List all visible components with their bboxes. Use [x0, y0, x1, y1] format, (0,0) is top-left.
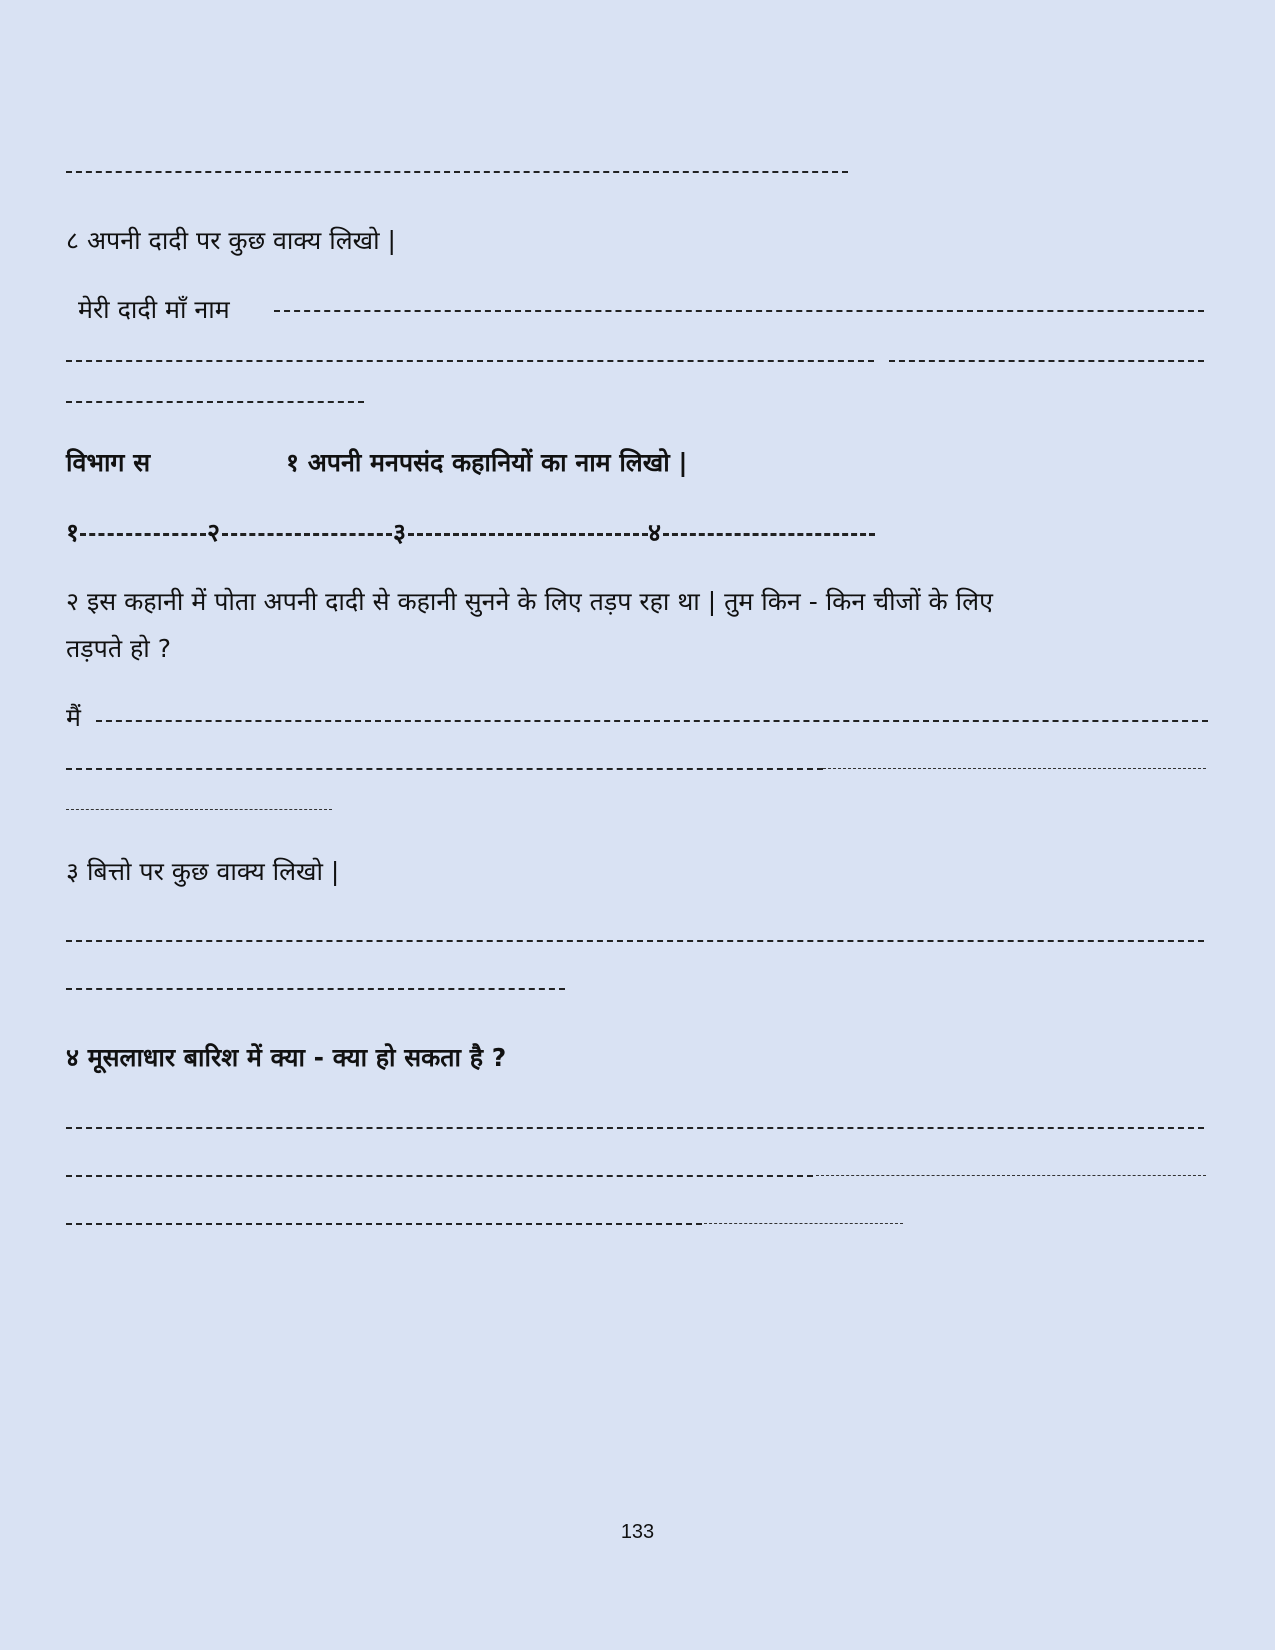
answer-line — [96, 720, 1208, 722]
answer-prompt: मैं — [66, 703, 81, 732]
story-blank-1 — [80, 533, 206, 536]
answer-line — [66, 940, 1204, 942]
story-blank-4-label: ४ — [648, 518, 662, 547]
section-heading: विभाग स — [66, 448, 151, 477]
answer-line — [66, 1223, 702, 1225]
answer-line — [66, 1127, 1204, 1129]
story-blank-3-label: ३ — [393, 518, 407, 547]
answer-line — [823, 768, 1206, 769]
answer-line — [66, 1175, 813, 1177]
answer-line — [274, 310, 1204, 312]
story-blank-1-label: १ — [66, 518, 80, 547]
answer-line — [889, 360, 1204, 362]
story-blank-3 — [408, 533, 648, 536]
answer-line — [816, 1175, 1206, 1176]
story-blank-4 — [663, 533, 875, 536]
page-number: 133 — [620, 1521, 655, 1543]
story-blank-2-label: २ — [207, 518, 221, 547]
question-4: ४ मूसलाधार बारिश में क्या - क्या हो सकता है ? — [66, 1043, 507, 1072]
grandmother-name-prompt: मेरी दादी माँ नाम — [78, 295, 230, 324]
question-c1: १ अपनी मनपसंद कहानियों का नाम लिखो | — [286, 448, 688, 477]
answer-line — [66, 360, 874, 362]
answer-line — [66, 768, 823, 770]
question-8: ८ अपनी दादी पर कुछ वाक्य लिखो | — [66, 226, 396, 255]
answer-line — [66, 809, 332, 810]
answer-line — [66, 171, 848, 173]
question-2-line-2: तड़पते हो ? — [66, 634, 171, 663]
story-blank-2 — [222, 533, 392, 536]
answer-line — [66, 988, 565, 990]
question-2-line-1: २ इस कहानी में पोता अपनी दादी से कहानी सुनने के लिए तड़प रहा था | तुम किन - किन चीजों के लिए — [66, 587, 993, 616]
answer-line — [704, 1223, 903, 1224]
question-3: ३ बित्तो पर कुछ वाक्य लिखो | — [66, 857, 340, 886]
answer-line — [66, 401, 364, 403]
